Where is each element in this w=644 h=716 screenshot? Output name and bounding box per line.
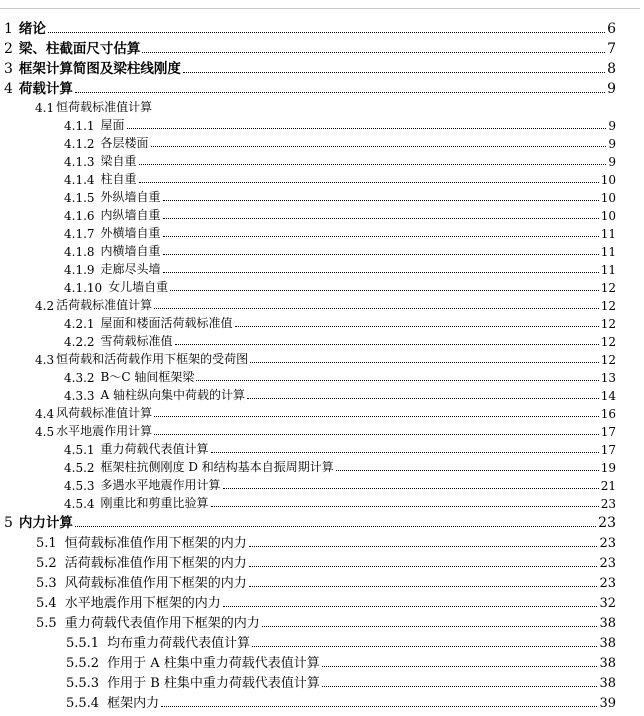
toc-entry-page-number: 12 <box>600 281 616 295</box>
dot-leader <box>142 51 605 53</box>
toc-entry-number: 5.1 <box>36 536 57 551</box>
toc-entry[interactable] <box>0 439 616 457</box>
toc-entry-number: 2 <box>4 41 13 57</box>
toc-entry[interactable] <box>0 349 616 367</box>
toc-entry-page-number: 19 <box>600 461 616 475</box>
toc-entry-title: 女儿墙自重 <box>108 280 169 294</box>
toc-entry[interactable] <box>0 259 616 277</box>
toc-entry-page-number: 12 <box>600 299 616 313</box>
toc-entry-page-number: 10 <box>600 191 616 205</box>
toc-entry-number: 4.1.9 <box>64 263 95 277</box>
toc-entry-page-number: 14 <box>600 389 616 403</box>
toc-entry[interactable] <box>0 295 616 313</box>
toc-entry[interactable] <box>0 115 616 133</box>
toc-entry[interactable] <box>0 457 616 475</box>
toc-entry-page-number: 9 <box>608 137 616 151</box>
toc-entry[interactable] <box>0 169 616 187</box>
toc-entry[interactable] <box>0 77 616 97</box>
dot-leader <box>249 585 598 587</box>
toc-entry-page-number: 11 <box>600 227 616 241</box>
toc-entry-page-number: 38 <box>599 676 616 691</box>
toc-entry[interactable] <box>0 97 616 115</box>
toc-entry[interactable] <box>0 421 616 439</box>
dot-leader <box>139 163 607 165</box>
toc-entry-title: 荷载计算 <box>18 81 73 97</box>
dot-leader <box>154 433 599 435</box>
toc-entry-number: 4.5 <box>35 425 55 439</box>
toc-entry-number: 4.5.1 <box>64 443 95 457</box>
toc-entry-title: 柱自重 <box>100 172 137 186</box>
toc-entry-number: 4.1.8 <box>64 245 95 259</box>
dot-leader <box>250 361 599 363</box>
dot-leader <box>163 271 599 273</box>
dot-leader <box>154 415 599 417</box>
toc-entry[interactable] <box>0 385 616 403</box>
dot-leader <box>163 217 599 219</box>
toc-entry-page-number: 23 <box>599 576 616 591</box>
toc-entry-title: 风荷载标准值作用下框架的内力 <box>64 576 247 591</box>
toc-entry-page-number: 17 <box>600 425 616 439</box>
toc-entry[interactable] <box>0 631 616 651</box>
toc-entry-page-number: 12 <box>600 353 616 367</box>
toc-entry-title: 风荷载标准值计算 <box>56 406 153 420</box>
toc-entry-title: 重力荷载代表值作用下框架的内力 <box>64 616 260 631</box>
dot-leader <box>322 665 598 667</box>
dot-leader <box>336 469 599 471</box>
dot-leader <box>223 605 598 607</box>
toc-entry-title: 活荷载标准值计算 <box>56 298 153 312</box>
toc-entry-title: 内纵墙自重 <box>100 208 161 222</box>
dot-leader <box>322 685 598 687</box>
toc-entry-page-number: 38 <box>599 656 616 671</box>
dot-leader <box>249 565 598 567</box>
toc-entry-title: 梁、柱截面尺寸估算 <box>18 41 141 57</box>
toc-entry-number: 4.1.6 <box>64 209 95 223</box>
toc-entry-title: 活荷载标准值作用下框架的内力 <box>64 556 247 571</box>
toc-entry[interactable] <box>0 313 616 331</box>
toc-entry[interactable] <box>0 691 616 711</box>
toc-entry[interactable] <box>0 205 616 223</box>
dot-leader <box>163 253 599 255</box>
toc-entry-page-number: 39 <box>599 696 616 711</box>
toc-entry-title: 均布重力荷载代表值计算 <box>107 636 251 651</box>
toc-entry-number: 5.3 <box>36 576 57 591</box>
toc-entry-title: A 轴柱纵向集中荷载的计算 <box>100 388 246 402</box>
toc-entry-title: 多遇水平地震作用计算 <box>100 478 221 492</box>
toc-entry-title: 绪论 <box>18 21 46 37</box>
toc-entry[interactable] <box>0 367 616 385</box>
table-of-contents <box>0 17 616 711</box>
toc-entry-number: 4.5.2 <box>64 461 95 475</box>
dot-leader <box>247 397 599 399</box>
toc-entry-number: 4.1.5 <box>64 191 95 205</box>
toc-entry-number: 4.3 <box>35 353 55 367</box>
toc-entry[interactable] <box>0 277 616 295</box>
toc-entry[interactable] <box>0 571 616 591</box>
toc-entry-page-number: 7 <box>607 41 616 57</box>
toc-entry-page-number: 38 <box>599 616 616 631</box>
toc-entry-number: 5.5.1 <box>66 636 100 651</box>
toc-entry-number: 4.1.7 <box>64 227 95 241</box>
toc-entry-page-number: 11 <box>600 245 616 259</box>
toc-entry-number: 4.2.2 <box>64 335 95 349</box>
toc-entry-title: 水平地震作用下框架的内力 <box>64 596 221 611</box>
dot-leader <box>223 487 599 489</box>
dot-leader <box>75 91 605 93</box>
toc-entry-page-number: 23 <box>599 536 616 551</box>
toc-entry-number: 4 <box>4 81 13 97</box>
toc-entry-number: 5 <box>4 515 13 531</box>
toc-entry-number: 4.1.1 <box>64 119 95 133</box>
toc-entry[interactable] <box>0 591 616 611</box>
toc-entry-number: 1 <box>4 21 13 37</box>
dot-leader <box>235 325 599 327</box>
toc-entry-title: 水平地震作用计算 <box>56 424 153 438</box>
toc-entry-page-number: 11 <box>600 263 616 277</box>
dot-leader <box>170 289 599 291</box>
toc-entry-page-number: 21 <box>600 479 616 493</box>
toc-entry[interactable] <box>0 133 616 151</box>
toc-entry-title: 雪荷载标准值 <box>100 334 173 348</box>
toc-entry-page-number: 12 <box>600 335 616 349</box>
toc-entry-page-number: 32 <box>599 596 616 611</box>
toc-entry-title: 外横墙自重 <box>100 226 161 240</box>
dot-leader <box>163 235 599 237</box>
toc-entry-page-number: 12 <box>600 317 616 331</box>
toc-entry-title: 作用于 B 柱集中重力荷载代表值计算 <box>107 676 320 691</box>
toc-entry-number: 4.5.3 <box>64 479 95 493</box>
toc-entry-title: 走廊尽头墙 <box>100 262 161 276</box>
toc-entry-number: 4.1.4 <box>64 173 95 187</box>
toc-entry[interactable] <box>0 551 616 571</box>
toc-entry-number: 3 <box>4 61 13 77</box>
toc-entry-number: 4.1.3 <box>64 155 95 169</box>
toc-entry-title: 内横墙自重 <box>100 244 161 258</box>
toc-entry[interactable] <box>0 475 616 493</box>
toc-entry-page-number: 38 <box>599 636 616 651</box>
dot-leader <box>154 307 599 309</box>
dot-leader <box>175 343 599 345</box>
toc-entry[interactable] <box>0 493 616 511</box>
toc-entry-title: 梁自重 <box>100 154 137 168</box>
toc-entry-number: 4.3.2 <box>64 371 95 385</box>
toc-entry-number: 5.5.3 <box>66 676 100 691</box>
toc-entry-page-number: 6 <box>607 21 616 37</box>
toc-entry-title: 外纵墙自重 <box>100 190 161 204</box>
dot-leader <box>75 525 596 527</box>
toc-entry[interactable] <box>0 223 616 241</box>
toc-entry-title: 恒荷载和活荷载作用下框架的受荷图 <box>56 352 249 366</box>
toc-entry-page-number: 13 <box>600 371 616 385</box>
toc-entry[interactable] <box>0 671 616 691</box>
toc-entry-title: 重力荷载代表值计算 <box>100 442 209 456</box>
dot-leader <box>211 505 599 507</box>
toc-entry-number: 4.3.3 <box>64 389 95 403</box>
toc-entry-number: 4.2 <box>35 299 55 313</box>
dot-leader <box>196 379 598 381</box>
toc-entry-title: 屋面 <box>100 118 125 132</box>
toc-entry-number: 4.1 <box>35 101 55 115</box>
toc-entry-number: 5.4 <box>36 596 57 611</box>
toc-entry-title: 内力计算 <box>18 515 73 531</box>
toc-entry-title: 框架柱抗侧刚度 D 和结构基本自振周期计算 <box>100 460 334 474</box>
toc-entry-title: 恒荷载标准值计算 <box>56 100 153 114</box>
dot-leader <box>151 145 607 147</box>
toc-entry[interactable] <box>0 331 616 349</box>
dot-leader <box>262 625 598 627</box>
toc-entry-title: 作用于 A 柱集中重力荷载代表值计算 <box>107 656 320 671</box>
toc-entry-title: 框架计算简图及梁柱线刚度 <box>18 61 181 77</box>
toc-entry-page-number: 23 <box>598 515 616 531</box>
toc-entry-title: 恒荷载标准值作用下框架的内力 <box>64 536 247 551</box>
toc-entry-number: 4.1.2 <box>64 137 95 151</box>
dot-leader <box>161 705 597 707</box>
toc-entry-title: 框架内力 <box>107 696 160 711</box>
dot-leader <box>249 545 598 547</box>
toc-entry-title: B～C 轴间框架梁 <box>100 370 195 384</box>
toc-entry-page-number: 10 <box>600 173 616 187</box>
toc-entry[interactable] <box>0 403 616 421</box>
toc-entry[interactable] <box>0 187 616 205</box>
toc-entry-page-number: 9 <box>608 155 616 169</box>
toc-entry-number: 5.5.4 <box>66 696 100 711</box>
toc-entry-number: 5.2 <box>36 556 57 571</box>
toc-entry-page-number: 17 <box>600 443 616 457</box>
dot-leader <box>127 127 607 129</box>
toc-entry[interactable] <box>0 17 616 37</box>
toc-entry[interactable] <box>0 57 616 77</box>
toc-entry-number: 4.2.1 <box>64 317 95 331</box>
toc-entry[interactable] <box>0 151 616 169</box>
toc-entry-page-number: 23 <box>600 497 616 511</box>
dot-leader <box>48 31 605 33</box>
toc-entry-page-number: 9 <box>608 119 616 133</box>
toc-entry[interactable] <box>0 511 616 531</box>
dot-leader <box>183 71 605 73</box>
toc-entry-title: 刚重比和剪重比验算 <box>100 496 209 510</box>
toc-entry[interactable] <box>0 651 616 671</box>
toc-entry-number: 4.4 <box>35 407 55 421</box>
toc-entry-number: 4.1.10 <box>64 281 103 295</box>
toc-entry[interactable] <box>0 37 616 57</box>
toc-entry[interactable] <box>0 611 616 631</box>
toc-entry-title: 屋面和楼面活荷载标准值 <box>100 316 233 330</box>
toc-entry-page-number: 16 <box>600 407 616 421</box>
toc-entry-number: 5.5 <box>36 616 57 631</box>
dot-leader <box>163 199 599 201</box>
toc-entry-page-number: 10 <box>600 209 616 223</box>
toc-entry-title: 各层楼面 <box>100 136 149 150</box>
toc-entry[interactable] <box>0 241 616 259</box>
dot-leader <box>139 181 599 183</box>
toc-entry[interactable] <box>0 531 616 551</box>
toc-entry-page-number: 8 <box>607 61 616 77</box>
dot-leader <box>252 645 597 647</box>
page-top-border <box>0 8 640 9</box>
toc-entry-page-number: 9 <box>607 81 616 97</box>
toc-entry-page-number: 23 <box>599 556 616 571</box>
toc-entry-number: 4.5.4 <box>64 497 95 511</box>
toc-entry-number: 5.5.2 <box>66 656 100 671</box>
dot-leader <box>211 451 599 453</box>
